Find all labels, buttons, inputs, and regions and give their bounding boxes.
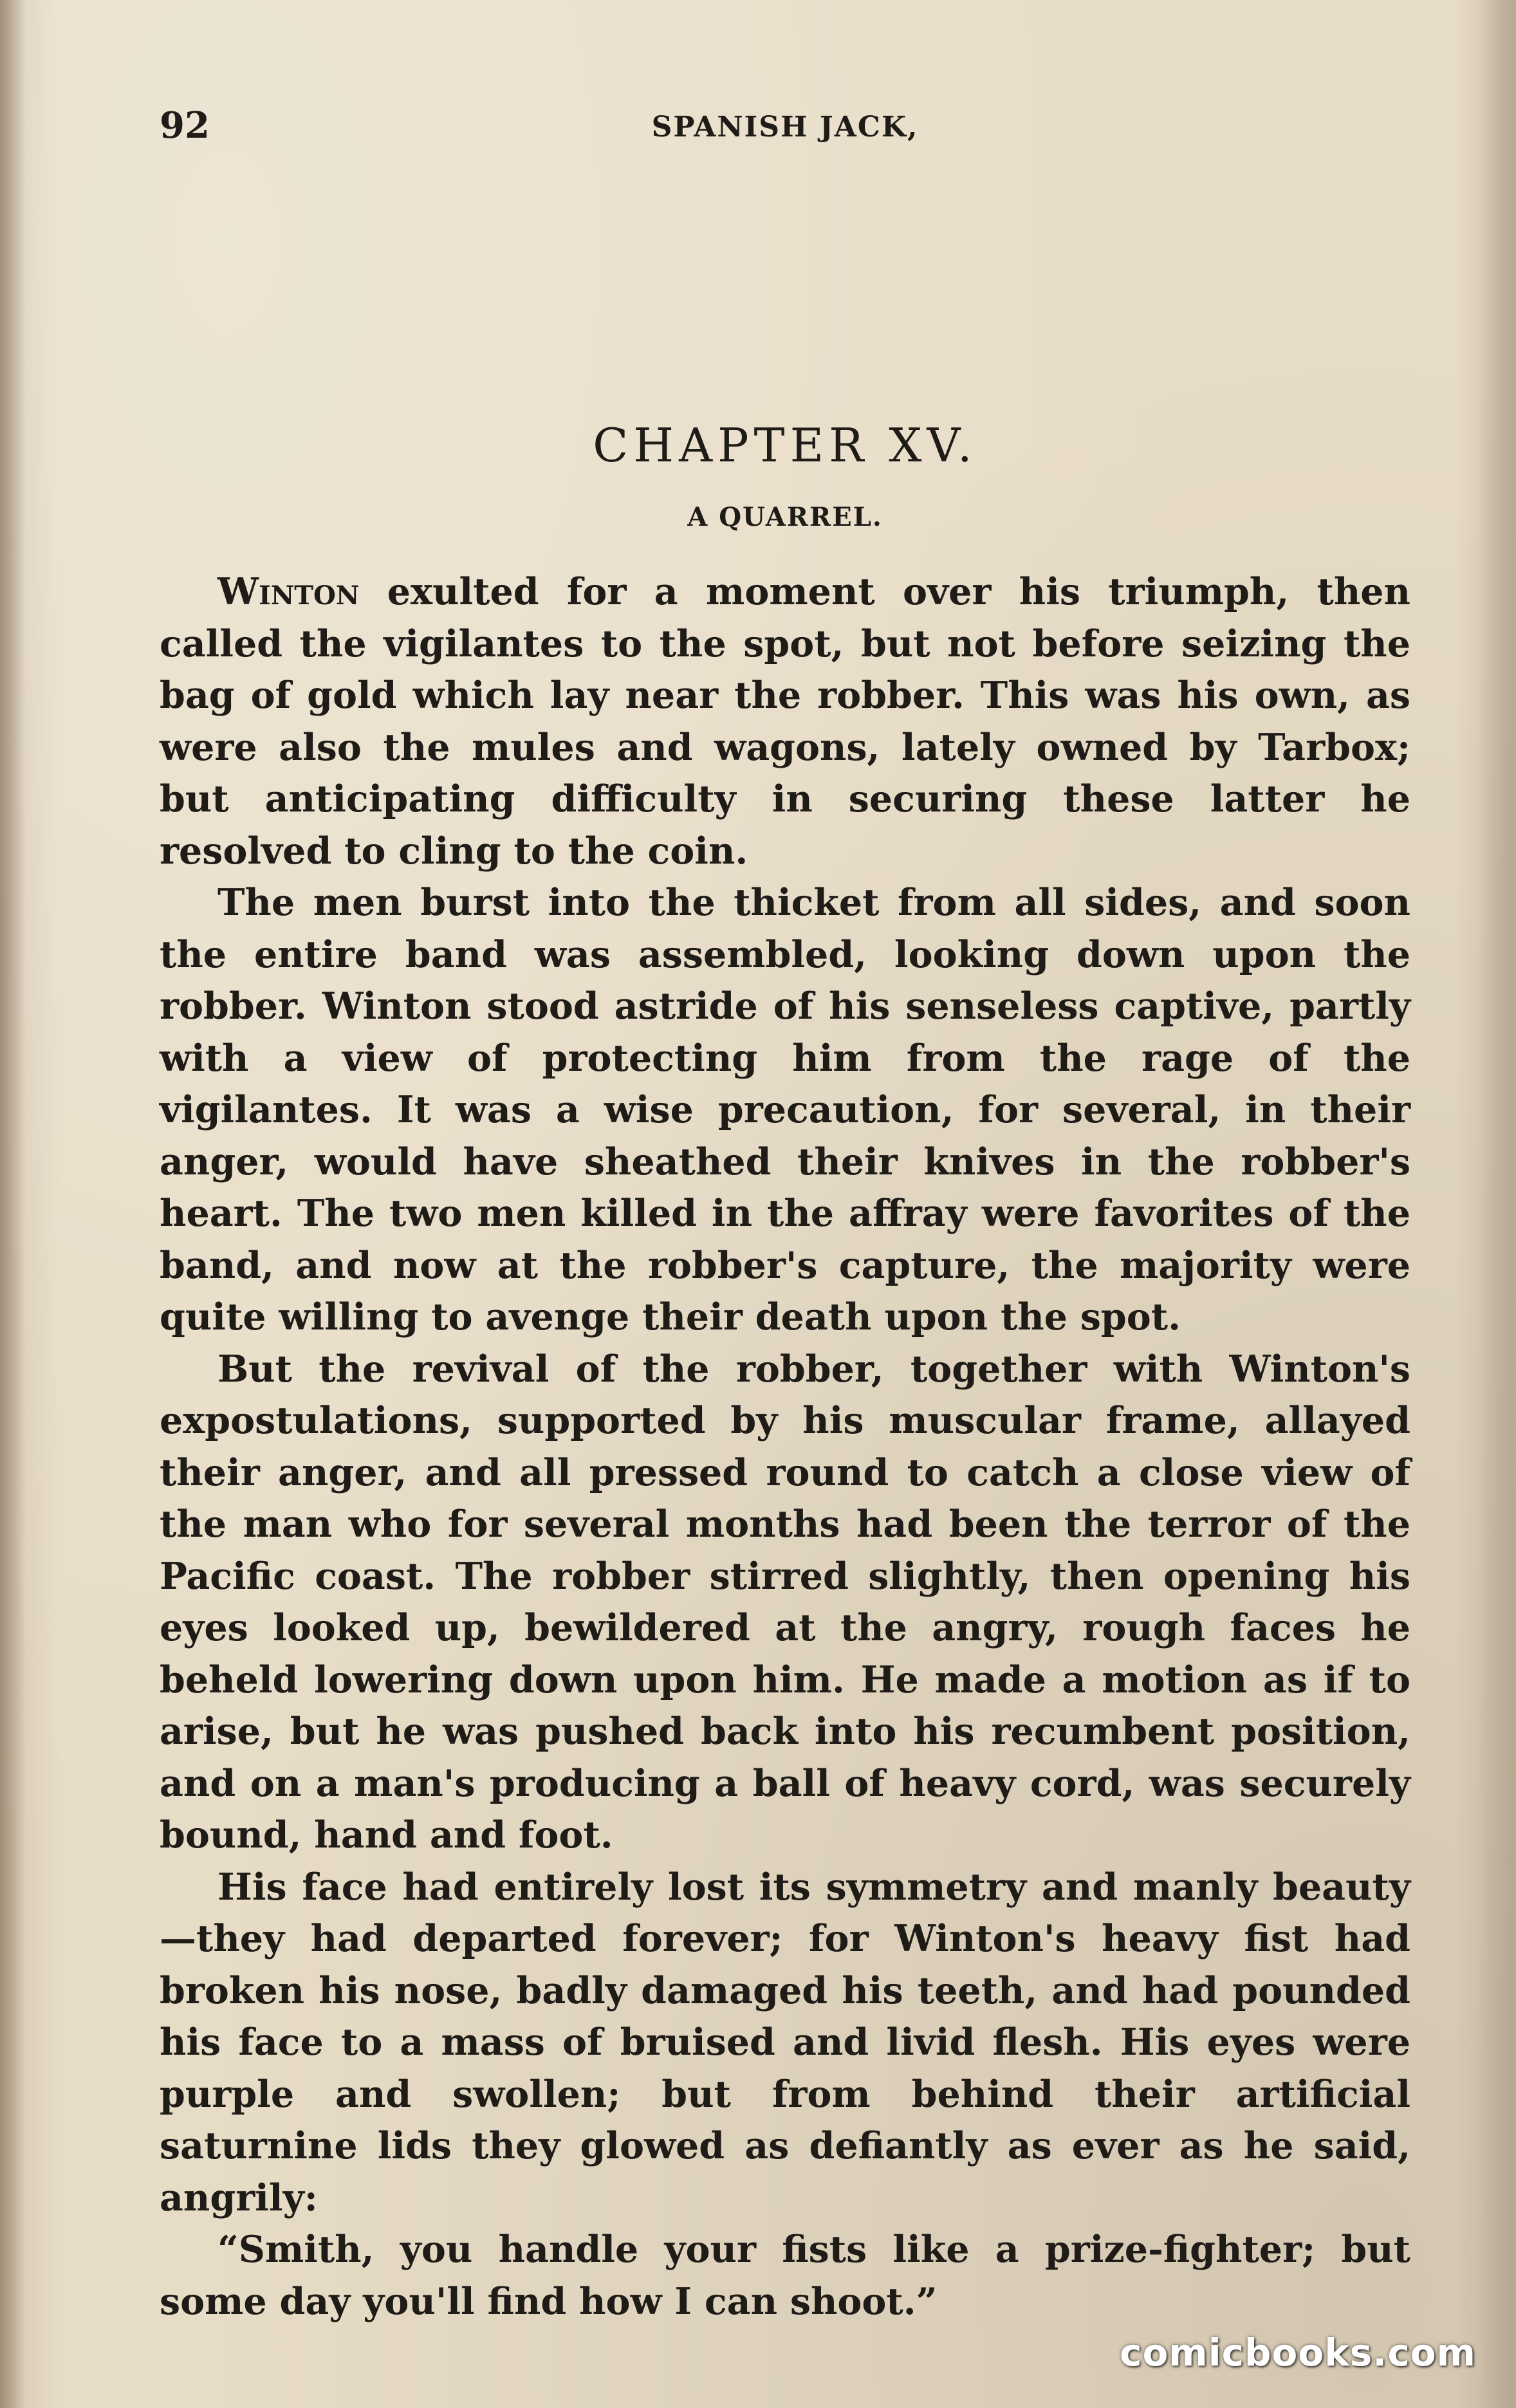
paragraph-lead-word: Winton — [217, 570, 360, 613]
chapter-subtitle: A QUARREL. — [687, 502, 883, 532]
watermark: comicbooks.com — [1120, 2331, 1476, 2375]
paragraph-text: But the revival of the robber, together with Winton's expostulations, supported by his muscular frame, allayed their anger, and all pressed round to catch a close view of the man who for several months had been the terror of the Pacific coast. The robber stirred slightly, then opening his eyes looked up, bewildered at the angry, rough faces he beheld lowering down upon him. He made a motion as if to arise, but he was pushed back into his recumbent position, and on a man's producing a ball of heavy cord, was securely bound, hand and foot. — [160, 1347, 1410, 1857]
paragraph — [160, 1862, 1410, 2225]
paragraph-text: exulted for a moment over his triumph, then called the vigilantes to the spot, but not before seizing the bag of gold which lay near the robber. This was his own, as were also the mules and wagons, lately owned by Tarbox; but anticipating difficulty in securing these latter he resolved to cling to the coin. — [160, 570, 1410, 873]
paragraph-text: His face had entirely lost its symmetry and manly beauty—they had departed forever; for Winton's heavy fist had broken his nose, badly damaged his teeth, and had pounded his face to a mass of bruised and livid flesh. His eyes were purple and swollen; but from behind their artificial saturnine lids they glowed as defiantly as ever as he said, angrily: — [160, 1865, 1410, 2219]
page-edge-shadow-right — [1477, 0, 1516, 2408]
page-number: 92 — [160, 104, 210, 147]
paragraph — [160, 2224, 1410, 2328]
paragraph-text: “Smith, you handle your fists like a prize-fighter; but some day you'll find how I can shoot.” — [160, 2228, 1410, 2323]
paragraph-text: The men burst into the thicket from all sides, and soon the entire band was assembled, looking down upon the robber. Winton stood astride of his senseless captive, partly with a view of protecting him from the rage of the vigilantes. It was a wise precaution, for several, in their anger, would have sheathed their knives in the robber's heart. The two men killed in the affray were favorites of the band, and now at the robber's capture, the majority were quite willing to avenge their death upon the spot. — [160, 881, 1410, 1338]
running-title: SPANISH JACK, — [651, 111, 919, 144]
paragraph — [160, 877, 1410, 1344]
body-text — [160, 566, 1410, 2328]
paragraph — [160, 1344, 1410, 1862]
running-head — [160, 104, 1410, 156]
paragraph — [160, 566, 1410, 877]
chapter-title: CHAPTER XV. — [593, 418, 977, 472]
page-edge-shadow-left — [0, 0, 26, 2408]
